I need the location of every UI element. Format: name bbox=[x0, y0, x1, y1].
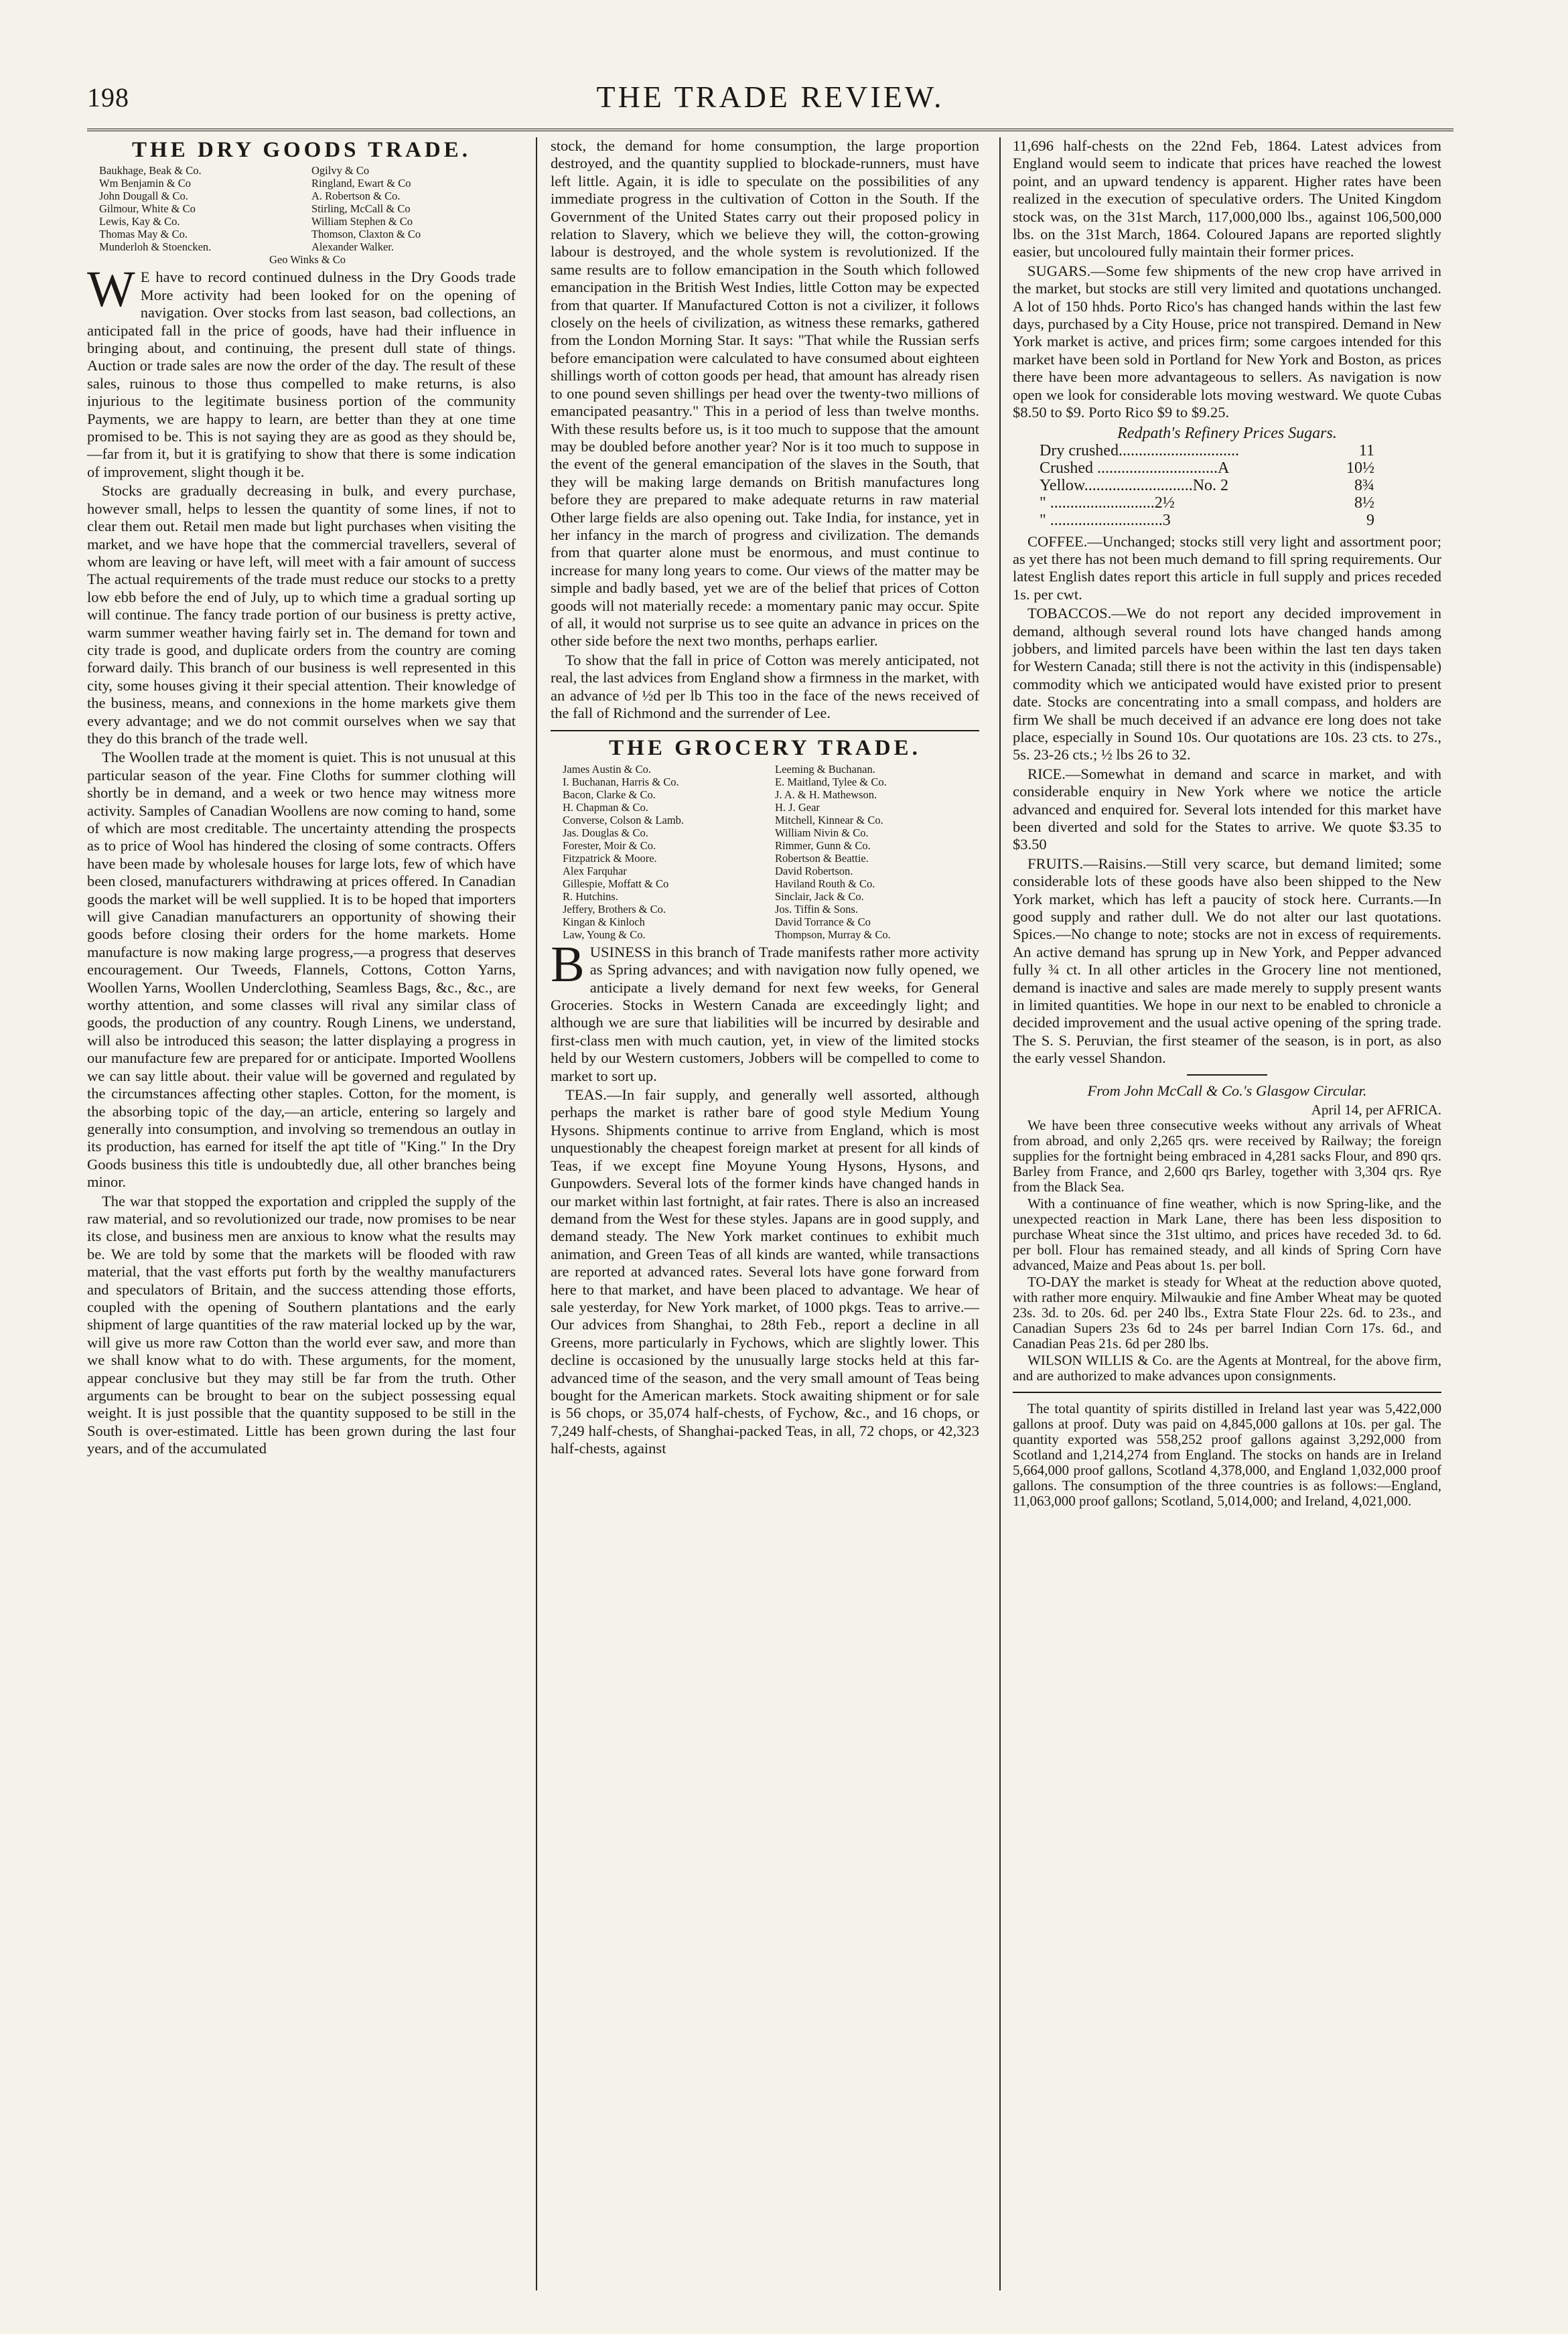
firm-name: Munderloh & Stoencken. bbox=[99, 240, 212, 254]
firm-name: Jas. Douglas & Co. bbox=[563, 826, 648, 839]
price-list-title: Redpath's Refinery Prices Sugars. bbox=[1117, 424, 1337, 442]
price-row bbox=[1040, 512, 1374, 529]
firm-name: William Stephen & Co bbox=[311, 215, 413, 228]
dry-goods-paragraph: The Woollen trade at the moment is quiet. This is not unusual at this particular season of the year. Fine Cloths for summer clothing will shortly be in demand, and a week or two hence may witness more activity. Samples of Canadian Woollens are now coming to hand, some of which are most creditable. The uncertainty attending the prospects as to price of Wool has hindered the closing of some contracts. Offers have been made by wholesale houses for large lots, few of which have been closed, manufacturers withdrawing at prices offered. In Canadian goods the market will be well supplied. It is to be hoped that importers will give Canadian manufacturers an opportunity of showing their goods before closing their orders for the home markets. Home manufacture is now making large progress,—a progress that deserves encouragement. Our Tweeds, Flannels, Cottons, Cotton Yarns, Woollen Yarns, Woollen Underclothing, Seamless Bags, &c., &c., are worthy attention, and some classes will rival any similar class of goods, the production of any country. Rough Linens, we understand, will also be introduced this season; the latter displaying a progress in our manufacture few are prepared for or anticipate. Imported Woollens we can say little about. their value will be governed and regulated by the circumstances affecting other staples. Cotton, for the moment, is the absorbing topic of the day,—an article, entering so largely and generally into consumption, and involving so tremendous an outlay in its production, has earned for itself the apt title of "King." In the Dry Goods business this title is undoubtedly due, all other branches being minor. bbox=[87, 749, 516, 1191]
price-label: Yellow...........................No. 2 bbox=[1040, 476, 1229, 494]
price-row bbox=[1040, 494, 1374, 512]
grocery-paragraph: 11,696 half-chests on the 22nd Feb, 1864. Latest advices from England would seem to indicate that prices have reached the lowest point, and an upward tendency is apparent. Higher rates have been realized in the execution of speculative orders. The United Kingdom stock was, on the 31st March, 117,000,000 lbs., against 106,500,000 lbs. on the 31st March, 1864. Coloured Japans are reported slightly easier, but uncoloured fully maintain their former prices. bbox=[1013, 137, 1441, 261]
column-1 bbox=[87, 137, 516, 1459]
masthead-rule bbox=[87, 129, 1453, 134]
firm-name: Jos. Tiffin & Sons. bbox=[775, 902, 858, 916]
firm-name: Bacon, Clarke & Co. bbox=[563, 788, 656, 801]
column-3 bbox=[1013, 137, 1441, 1510]
firm-name: Thomson, Claxton & Co bbox=[311, 228, 421, 241]
firm-name: E. Maitland, Tylee & Co. bbox=[775, 775, 887, 788]
circular-date: April 14, per AFRICA. bbox=[1311, 1102, 1441, 1118]
dry-goods-paragraph bbox=[87, 261, 516, 481]
paragraph-text: USINESS in this branch of Trade manifests rather more activity as Spring advances; and with navigation now fully opened, we anticipate a lively demand for next few weeks, for General Groceries. Stocks in Western Canada are exceedingly light; and although we are sure that liabilities will be incurred by desirable and first-class men with much caution, yet, in view of the limited stocks held by our Western customers, Jobbers will be compelled to come to market to sort up. bbox=[551, 943, 979, 1084]
masthead bbox=[87, 79, 1453, 126]
firm-name: Converse, Colson & Lamb. bbox=[563, 813, 685, 826]
grocery-paragraph: TOBACCOS.—We do not report any decided improvement in demand, although several round lots have changed hands among jobbers, and limited parcels have been within the last ten days taken for Western Canada; still there is not the activity in this (indispensable) commodity which we anticipated would have existed prior to present date. Stocks are concentrating into a small compass, and holders are firm We shall be much deceived if an advance ere long does not take place, especially in Sound 10s. Our quotations are 10s. 23 cts. to 27s., 5s. 23-26 cts.; ½ lbs 26 to 32. bbox=[1013, 605, 1441, 763]
firm-name: J. A. & H. Mathewson. bbox=[775, 788, 877, 801]
firm-name: Lewis, Kay & Co. bbox=[99, 215, 180, 228]
grocery-paragraph: RICE.—Somewhat in demand and scarce in market, and with considerable enquiry in New York where we notice the article advanced and enquired for. Several lots intended for this market have been diverted and sold for the States to arrive. We quote $3.35 to $3.50 bbox=[1013, 765, 1441, 853]
firm-name: John Dougall & Co. bbox=[99, 190, 188, 203]
section-rule bbox=[551, 730, 979, 731]
dry-goods-paragraph: To show that the fall in price of Cotton was merely anticipated, not real, the last advices from England show a firmness in the market, with an advance of ½d per lb This too in the face of the news received of the fall of Richmond and the surrender of Lee. bbox=[551, 651, 979, 721]
firm-name: Wm Benjamin & Co bbox=[99, 177, 192, 190]
grocery-paragraph: SUGARS.—Some few shipments of the new crop have arrived in the market, but stocks are still very limited and quotations unchanged. A lot of 150 hhds. Porto Rico's has changed hands within the last few days, purchased by a City House, price not transpired. Demand in New York market is active, and prices firm; some cargoes intended for this market have been sold in Portland for New York and Boston, as prices there have been more advantageous to sellers. As navigation is now open we look for considerable lots moving westward. We quote Cubas $8.50 to $9. Porto Rico $9 to $9.25. bbox=[1013, 262, 1441, 421]
column-divider bbox=[536, 137, 537, 2290]
grocery-paragraph: FRUITS.—Raisins.—Still very scarce, but demand limited; some considerable lots of these goods have also been shipped to the New York market, which has left a paucity of stock here. Currants.—In good supply and rather dull. We do not alter our last quotations. Spices.—No change to note; stocks are not in excess of requirements. An active demand has sprung up in New York, and Pepper advanced fully ¾ ct. In all other articles in the Grocery line not mentioned, demand is inactive and sales are made merely to supply present wants in limited quantities. We hope in our next to be enabled to chronicle a decided improvement and the usual active opening of the spring trade. The S. S. Peruvian, the first steamer of the season, is in port, as also the early vessel Shandon. bbox=[1013, 855, 1441, 1067]
dry-goods-paragraph: Stocks are gradually decreasing in bulk, and every purchase, however small, helps to lessen the quantity of some lines, if not to clear them out. Retail men made but light purchases when visiting the market, and we have hope that the commercial travellers, several of whom are leaving or have left, will meet with a fair amount of success The actual requirements of the trade must reduce our stocks to a pretty low ebb before the end of July, up to which time a gradual sorting up will continue. The fancy trade portion of our business is pretty active, warm summer weather having fairly set in. The demand for town and city trade is good, and duplicate orders from the country are coming forward daily. This branch of our business is well represented in this city, some houses giving it their special attention. Their knowledge of the business, means, and connexions in the home markets give them every advantage; and we do not commit ourselves when we say that they do this branch of the trade well. bbox=[87, 482, 516, 747]
price-value: 10½ bbox=[1346, 459, 1374, 477]
drop-cap: B bbox=[551, 936, 585, 993]
firm-name: James Austin & Co. bbox=[563, 762, 652, 776]
firm-name: H. J. Gear bbox=[775, 800, 820, 814]
section-rule bbox=[1187, 1074, 1267, 1076]
price-value: 8¾ bbox=[1354, 476, 1374, 494]
firm-name: Ogilvy & Co bbox=[311, 164, 370, 177]
page-number: 198 bbox=[87, 82, 129, 113]
circular-title: From John McCall & Co.'s Glasgow Circular. bbox=[1087, 1082, 1367, 1099]
circular-paragraph: We have been three consecutive weeks without any arrivals of Wheat from abroad, and only 2,265 qrs. were received by Railway; the foreign supplies for the fortnight being embraced in 4,281 sacks Flour, and 890 qrs. Barley from France, and 2,600 qrs Barley, together with 3,304 qrs. Rye from the Black Sea. bbox=[1013, 1117, 1441, 1195]
firm-name: Sinclair, Jack & Co. bbox=[775, 889, 864, 903]
price-label: Dry crushed.............................. bbox=[1040, 441, 1239, 459]
firm-name: I. Buchanan, Harris & Co. bbox=[563, 775, 679, 788]
sugar-price-list bbox=[1040, 425, 1441, 529]
firm-name: Baukhage, Beak & Co. bbox=[99, 164, 202, 177]
price-row bbox=[1040, 477, 1374, 494]
grocery-paragraph: TEAS.—In fair supply, and generally well assorted, although perhaps the market is rather bare of good style Medium Young Hysons. Shipments continue to arrive from England, which is most unquestionably the cheapest foreign market at present for all kinds of Teas, if we except fine Moyune Young Hysons, Hysons, and Gunpowders. Several lots of the former kinds have changed hands in our market within last fortnight, at fair rates. There is also an increased demand from the West for these styles. Japans are in good supply, and demand steady. The New York market continues to exhibit much animation, and Green Teas of all kinds are wanted, while transactions are reported at advanced rates. Several lots have gone forward from here to that market, and have been placed to advantage. We hear of sale yesterday, for New York market, of 1000 pkgs. Teas to arrive.—Our advices from Shanghai, to 28th Feb., report a decline in all Greens, more particularly in Fychows, which are slightly lower. This decline is occasioned by the unusually large stocks held at this far-advanced time of the season, and the very small amount of Teas being bought for the American markets. Stock awaiting shipment or for sale is 56 chops, or 35,074 half-chests, of Fychow, &c., and 16 chops, or 7,249 half-chests, of Shanghai-packed Teas, in all, 72 chops, or 42,323 half-chests, against bbox=[551, 1086, 979, 1457]
price-value: 8½ bbox=[1354, 494, 1374, 512]
price-row bbox=[1040, 459, 1374, 477]
dry-goods-title: THE DRY GOODS TRADE. bbox=[132, 138, 471, 162]
firm-name: Thompson, Murray & Co. bbox=[775, 928, 891, 941]
price-value: 9 bbox=[1366, 511, 1374, 529]
price-row bbox=[1040, 442, 1374, 459]
firm-name: Stirling, McCall & Co bbox=[311, 202, 411, 216]
column-divider bbox=[999, 137, 1001, 2290]
dry-goods-paragraph: stock, the demand for home consumption, the large proportion destroyed, and the quantity supplied to blockade-runners, must have left little. Again, it is idle to speculate on the possibilities of any immediate progress in the cultivation of Cotton in the South. If the Government of the United States carry out their proposed policy in relation to Slavery, which we believe they will, the cotton-growing labour is destroyed, and the whole system is revolutionized. If the same results are to follow emancipation in the South which followed emancipation in the British West Indies, little Cotton may be expected from that quarter. If Manufactured Cotton is not a civilizer, it follows closely on the heels of civilization, as witness these remarks, gathered from the London Morning Star. It says: "That while the Russian serfs before emancipation were calculated to have consumed about eighteen shillings worth of cotton goods per head, that amount has already risen to one pound seven shillings per head over the twenty-two millions of emancipated peasantry." This in a period of less than twelve months. With these results before us, is it too much to suppose that the amount may be doubled before another year? Nor is it too much to suppose in the event of the general emancipation of the slaves in the South, that they will be making large demands on British manufactures long before they are prepared to make adequate returns in raw material Other large fields are also opening out. Take India, for instance, yet in her infancy in the march of progress and civilization. The demands from that quarter alone must be enormous, and must continue to increase for many long years to come. Our views of the matter may be simple and badly based, yet we are of the belief that prices of Cotton goods will not materially recede: a momentary panic may occur. Spite of all, it would not surprise us to see quite an advance in prices on the other side before the next two months, perhaps earlier. bbox=[551, 137, 979, 650]
price-label: " ............................3 bbox=[1040, 511, 1171, 529]
firm-name: H. Chapman & Co. bbox=[563, 800, 648, 814]
grocery-title: THE GROCERY TRADE. bbox=[609, 736, 921, 761]
firm-name: David Robertson. bbox=[775, 864, 853, 877]
price-label: Crushed ..............................A bbox=[1040, 459, 1230, 477]
firm-name: Haviland Routh & Co. bbox=[775, 877, 875, 890]
firm-name: Jeffery, Brothers & Co. bbox=[563, 902, 666, 916]
grocery-paragraph bbox=[551, 936, 979, 1085]
grocery-paragraph: COFFEE.—Unchanged; stocks still very light and assortment poor; as yet there has not been much demand to fill spring requirements. Our latest English dates report this article in full supply and prices receded 1s. per cwt. bbox=[1013, 532, 1441, 603]
circular-paragraph: TO-DAY the market is steady for Wheat at the reduction above quoted, with rather more enquiry. Milwaukie and fine Amber Wheat may be quoted 23s. 3d. to 20s. 6d. per 240 lbs., Extra State Flour 22s. 6d. to 23s., and Canadian Supers 23s 6d to 24s per barrel Indian Corn 17s. 6d., and Canadian Peas 21s. 6d per 280 lbs. bbox=[1013, 1274, 1441, 1352]
firm-name: Leeming & Buchanan. bbox=[775, 762, 875, 776]
firm-name: Thomas May & Co. bbox=[99, 228, 188, 241]
firm-name: Ringland, Ewart & Co bbox=[311, 177, 411, 190]
firm-name: Rimmer, Gunn & Co. bbox=[775, 838, 871, 852]
paragraph-text: E have to record continued dulness in the Dry Goods trade More activity had been looked for on the opening of navigation. Over stocks from last season, bad collections, an anticipated fall in the price of goods, have had their influence in bringing about, and continuing, the present dull state of things. Auction or trade sales are now the order of the day. The result of these sales, ruinous to those thus compelled to make returns, is also injurious to the legitimate business portion of the community Payments, we are happy to learn, are better than they at one time promised to be. This is not saying they are as good as they should be,—far from it, but it is gratifying to show that there is some indication of improvement, slight though it be. bbox=[87, 269, 516, 480]
spirits-paragraph: The total quantity of spirits distilled in Ireland last year was 5,422,000 gallons at proof. Duty was paid on 4,845,000 gallons at 10s. per gal. The quantity exported was 558,252 proof gallons against 3,292,000 from Scotland and 1,214,274 from England. The stocks on hands are in Ireland 5,664,000 proof gallons, Scotland 4,378,000, and England 1,032,000 proof gallons. The consumption of the three countries is as follows:—England, 11,063,000 proof gallons; Scotland, 5,014,000; and Ireland, 4,021,000. bbox=[1013, 1400, 1441, 1510]
firm-name: Fitzpatrick & Moore. bbox=[563, 851, 657, 865]
column-2 bbox=[551, 137, 979, 1459]
firm-name: Law, Young & Co. bbox=[563, 928, 646, 941]
firm-name: William Nivin & Co. bbox=[775, 826, 869, 839]
dry-goods-firm-list bbox=[99, 164, 516, 266]
circular-paragraph: With a continuance of fine weather, which is now Spring-like, and the unexpected reaction in Mark Lane, there has been less disposition to purchase Wheat since the 31st ultimo, and prices have receded 3d. to 6d. per boll. Flour has remained steady, and all kinds of Spring Corn have advanced, Maize and Peas about 1s. per boll. bbox=[1013, 1195, 1441, 1274]
firm-name: Forester, Moir & Co. bbox=[563, 838, 656, 852]
page-title: THE TRADE REVIEW. bbox=[596, 80, 944, 114]
section-rule bbox=[1013, 1392, 1441, 1393]
price-label: " ..........................2½ bbox=[1040, 494, 1175, 512]
firm-name: Gillespie, Moffatt & Co bbox=[563, 877, 669, 890]
firm-name: Alexander Walker. bbox=[311, 240, 394, 254]
dry-goods-paragraph: The war that stopped the exportation and crippled the supply of the raw material, and so revolutionized our trade, now promises to be near its close, and business men are anxious to know what the results may be. We are told by some that the markets will be flooded with raw material, that the vast efforts put forth by the wealthy manufacturers and speculators of Britain, and the success attending those efforts, coupled with the opening of Southern plantations and the early shipment of large quantities of the raw material locked up by the war, will give us more raw Cotton than the world ever saw, and more than we shall know what to do with. These arguments, for the moment, appear conclusive but they may still be far from the truth. Other arguments can be brought to bear on the subject possessing equal weight. It is just possible that the quantity supposed to be still in the South is over-estimated. Little has been grown during the last four years, and of the accumulated bbox=[87, 1192, 516, 1457]
drop-cap: W bbox=[87, 261, 135, 318]
price-value: 11 bbox=[1358, 441, 1374, 459]
firm-name: A. Robertson & Co. bbox=[311, 190, 401, 203]
firm-name: Kingan & Kinloch bbox=[563, 915, 645, 928]
firm-name: Robertson & Beattie. bbox=[775, 851, 869, 865]
firm-name: Geo Winks & Co bbox=[269, 253, 346, 267]
circular-paragraph: WILSON WILLIS & Co. are the Agents at Montreal, for the above firm, and are authorized to make advances upon consignments. bbox=[1013, 1352, 1441, 1384]
firm-name: Mitchell, Kinnear & Co. bbox=[775, 813, 883, 826]
firm-name: R. Hutchins. bbox=[563, 889, 618, 903]
firm-name: David Torrance & Co bbox=[775, 915, 871, 928]
firm-name: Alex Farquhar bbox=[563, 864, 627, 877]
grocery-firm-list bbox=[563, 763, 979, 941]
firm-name: Gilmour, White & Co bbox=[99, 202, 196, 216]
